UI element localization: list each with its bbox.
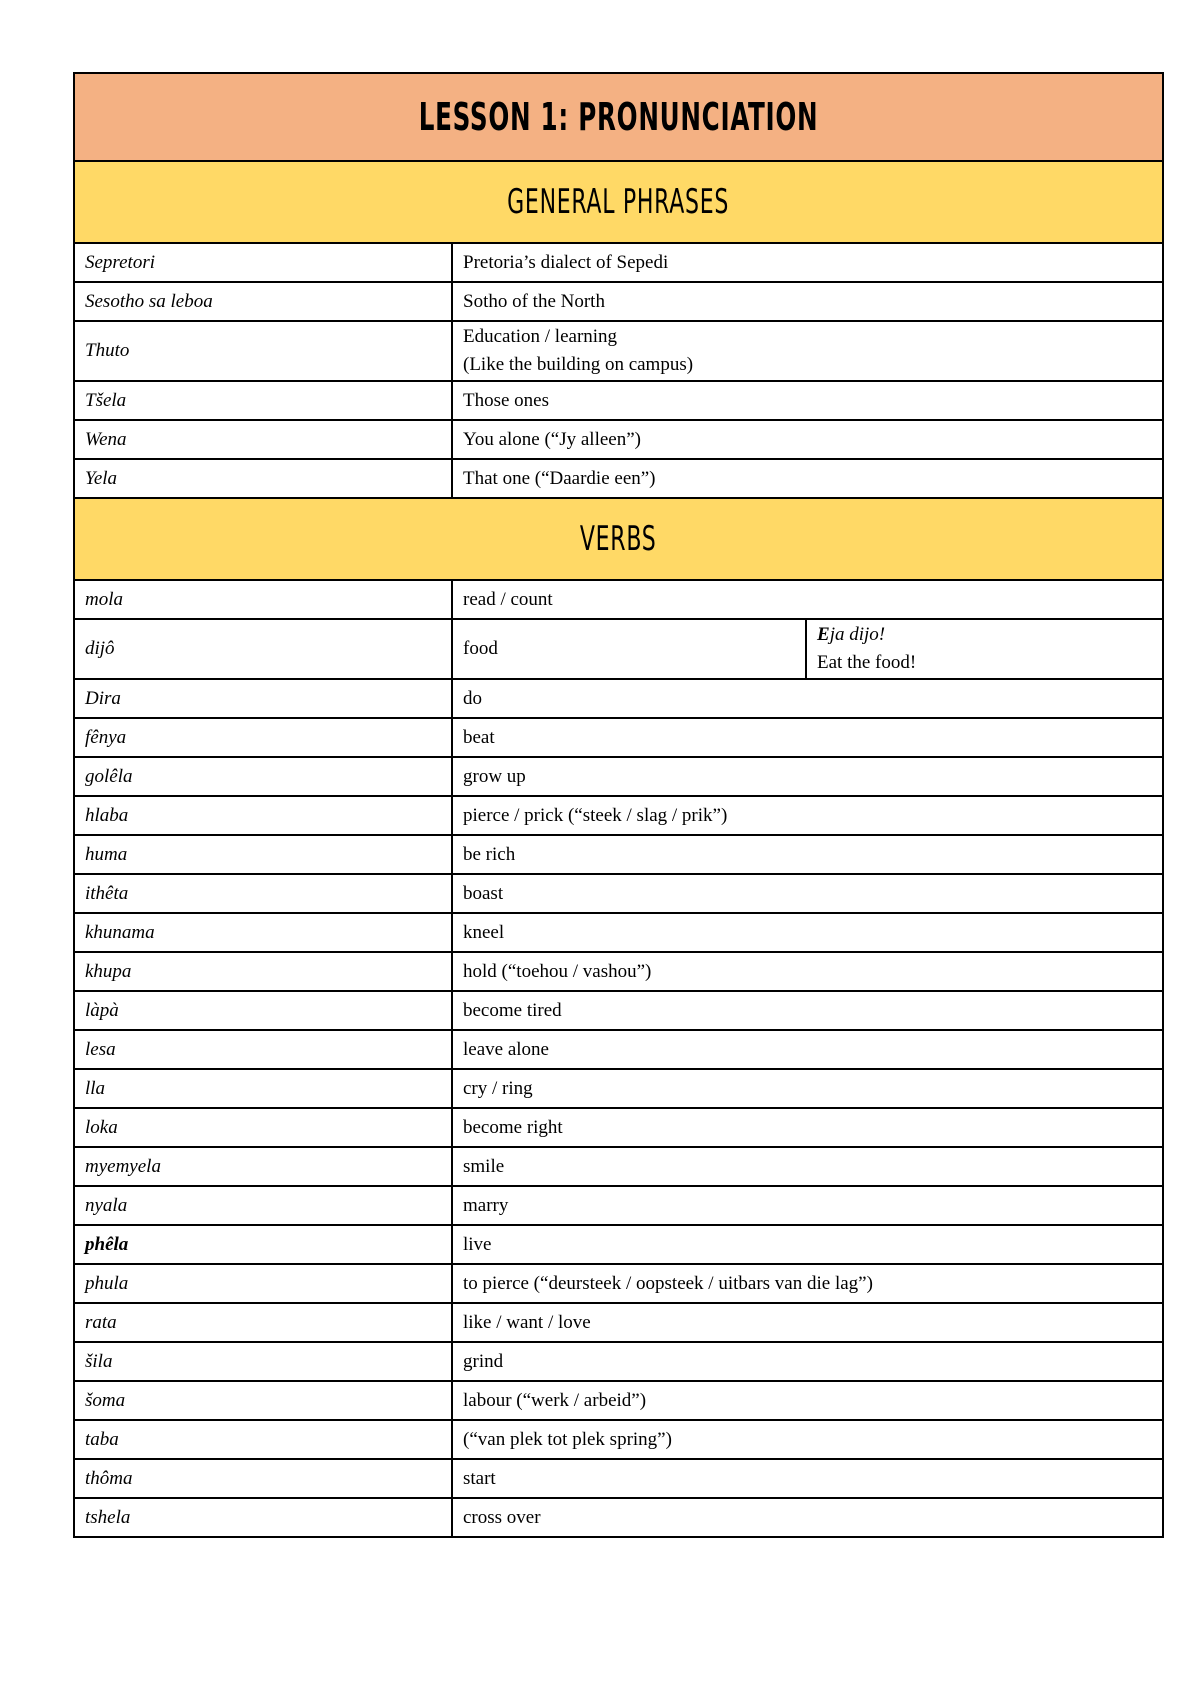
term-cell: làpà xyxy=(74,991,452,1030)
meaning-cell xyxy=(452,991,1163,1030)
meaning-text: grind xyxy=(463,1350,504,1372)
meaning-text: be rich xyxy=(463,843,516,865)
meaning-cell xyxy=(452,1303,1163,1342)
meaning-text: Those ones xyxy=(463,389,550,411)
meaning-cell xyxy=(452,1420,1163,1459)
table-row xyxy=(74,619,1163,679)
table-row xyxy=(74,321,1163,381)
table-row xyxy=(74,243,1163,282)
meaning-text: labour (“werk / arbeid”) xyxy=(463,1389,647,1411)
meaning-text: grow up xyxy=(463,765,526,787)
example-cell xyxy=(806,619,1163,679)
meaning-cell xyxy=(452,580,1163,619)
table-row xyxy=(74,718,1163,757)
example-initial: E xyxy=(817,624,830,645)
meaning-text: Sotho of the North xyxy=(463,290,605,312)
meaning-text: pierce / prick (“steek / slag / prik”) xyxy=(463,804,728,826)
meaning-text: start xyxy=(463,1467,496,1489)
meaning-cell xyxy=(452,1264,1163,1303)
term-cell: Tšela xyxy=(74,381,452,420)
term-cell: thôma xyxy=(74,1459,452,1498)
table-row xyxy=(74,1498,1163,1537)
meaning-text: beat xyxy=(463,726,495,748)
meaning-cell xyxy=(452,420,1163,459)
vocabulary-table xyxy=(73,72,1164,1538)
table-row xyxy=(74,991,1163,1030)
meaning-cell xyxy=(452,679,1163,718)
meaning-cell xyxy=(452,381,1163,420)
meaning-text: cry / ring xyxy=(463,1077,533,1099)
term-cell: Yela xyxy=(74,459,452,498)
term-cell: tshela xyxy=(74,1498,452,1537)
meaning-cell xyxy=(452,1498,1163,1537)
meaning-cell xyxy=(452,459,1163,498)
term-cell: Dira xyxy=(74,679,452,718)
example-sentence xyxy=(817,621,1152,649)
table-row xyxy=(74,679,1163,718)
table-row xyxy=(74,381,1163,420)
meaning-text: boast xyxy=(463,882,504,904)
table-row xyxy=(74,1069,1163,1108)
meaning-text: become right xyxy=(463,1116,563,1138)
term-cell: šoma xyxy=(74,1381,452,1420)
term-cell: nyala xyxy=(74,1186,452,1225)
term-cell: myemyela xyxy=(74,1147,452,1186)
meaning-cell xyxy=(452,243,1163,282)
term-cell: ithêta xyxy=(74,874,452,913)
term-cell: fênya xyxy=(74,718,452,757)
example-translation: Eat the food! xyxy=(817,652,917,673)
meaning-cell xyxy=(452,796,1163,835)
term-cell: Wena xyxy=(74,420,452,459)
term-cell: lla xyxy=(74,1069,452,1108)
meaning-text: like / want / love xyxy=(463,1311,591,1333)
section-heading-general-phrases: GENERAL PHRASES xyxy=(74,161,1163,243)
section-heading-row xyxy=(74,498,1163,580)
term-cell: hlaba xyxy=(74,796,452,835)
meaning-text: hold (“toehou / vashou”) xyxy=(463,960,652,982)
table-row xyxy=(74,1264,1163,1303)
meaning-cell xyxy=(452,1069,1163,1108)
meaning-text: marry xyxy=(463,1194,509,1216)
example-rest: ja dijo! xyxy=(829,624,886,645)
meaning-cell xyxy=(452,1147,1163,1186)
table-row xyxy=(74,796,1163,835)
section-heading-text: VERBS xyxy=(580,519,657,559)
term-cell: khunama xyxy=(74,913,452,952)
table-row xyxy=(74,1420,1163,1459)
meaning-text: to pierce (“deursteek / oopsteek / uitbars van die lag”) xyxy=(463,1272,873,1294)
table-row xyxy=(74,913,1163,952)
term-cell: Sesotho sa leboa xyxy=(74,282,452,321)
term-cell: šila xyxy=(74,1342,452,1381)
meaning-note: (Like the building on campus) xyxy=(463,354,694,375)
meaning-cell xyxy=(452,1459,1163,1498)
meaning-text: live xyxy=(463,1233,492,1255)
meaning-text: Education / learning xyxy=(463,326,618,347)
meaning-cell xyxy=(452,913,1163,952)
table-row xyxy=(74,835,1163,874)
table-row xyxy=(74,1342,1163,1381)
term-cell: Thuto xyxy=(74,321,452,381)
table-row xyxy=(74,580,1163,619)
table-row xyxy=(74,1030,1163,1069)
table-row xyxy=(74,1303,1163,1342)
meaning-cell xyxy=(452,1342,1163,1381)
meaning-text: That one (“Daardie een”) xyxy=(463,467,656,489)
meaning-text: cross over xyxy=(463,1506,541,1528)
meaning-cell xyxy=(452,1186,1163,1225)
meaning-cell xyxy=(452,952,1163,991)
term-cell: phula xyxy=(74,1264,452,1303)
term-cell: mola xyxy=(74,580,452,619)
term-cell: phêla xyxy=(74,1225,452,1264)
table-row xyxy=(74,1108,1163,1147)
term-cell: taba xyxy=(74,1420,452,1459)
term-cell: golêla xyxy=(74,757,452,796)
meaning-cell xyxy=(452,718,1163,757)
meaning-text: leave alone xyxy=(463,1038,549,1060)
meaning-text: do xyxy=(463,687,482,709)
meaning-cell xyxy=(452,1030,1163,1069)
meaning-text: (“van plek tot plek spring”) xyxy=(463,1428,672,1450)
meaning-text: become tired xyxy=(463,999,562,1021)
meaning-cell xyxy=(452,1108,1163,1147)
table-row xyxy=(74,874,1163,913)
table-row xyxy=(74,757,1163,796)
meaning-cell xyxy=(452,282,1163,321)
meaning-cell xyxy=(452,1381,1163,1420)
table-row xyxy=(74,459,1163,498)
meaning-text: kneel xyxy=(463,921,505,943)
table-row xyxy=(74,282,1163,321)
section-heading-verbs xyxy=(74,498,1163,580)
term-cell: dijô xyxy=(74,619,452,679)
table-row xyxy=(74,1225,1163,1264)
term-cell: khupa xyxy=(74,952,452,991)
meaning-cell xyxy=(452,321,1163,381)
table-row xyxy=(74,420,1163,459)
term-cell: huma xyxy=(74,835,452,874)
table-row xyxy=(74,1186,1163,1225)
meaning-cell xyxy=(452,757,1163,796)
meaning-text: You alone (“Jy alleen”) xyxy=(463,428,641,450)
term-cell: lesa xyxy=(74,1030,452,1069)
meaning-cell xyxy=(452,874,1163,913)
meaning-text: smile xyxy=(463,1155,505,1177)
meaning-text: Pretoria’s dialect of Sepedi xyxy=(463,251,669,273)
meaning-cell xyxy=(452,835,1163,874)
term-cell: rata xyxy=(74,1303,452,1342)
table-row xyxy=(74,952,1163,991)
meaning-cell: food xyxy=(452,619,806,679)
lesson-title: LESSON 1: PRONUNCIATION xyxy=(74,73,1163,161)
vocabulary-sheet xyxy=(73,72,1162,1538)
table-row xyxy=(74,1381,1163,1420)
table-row xyxy=(74,1459,1163,1498)
term-cell: Sepretori xyxy=(74,243,452,282)
term-cell: loka xyxy=(74,1108,452,1147)
table-row xyxy=(74,1147,1163,1186)
meaning-text: read / count xyxy=(463,588,553,610)
meaning-cell xyxy=(452,1225,1163,1264)
